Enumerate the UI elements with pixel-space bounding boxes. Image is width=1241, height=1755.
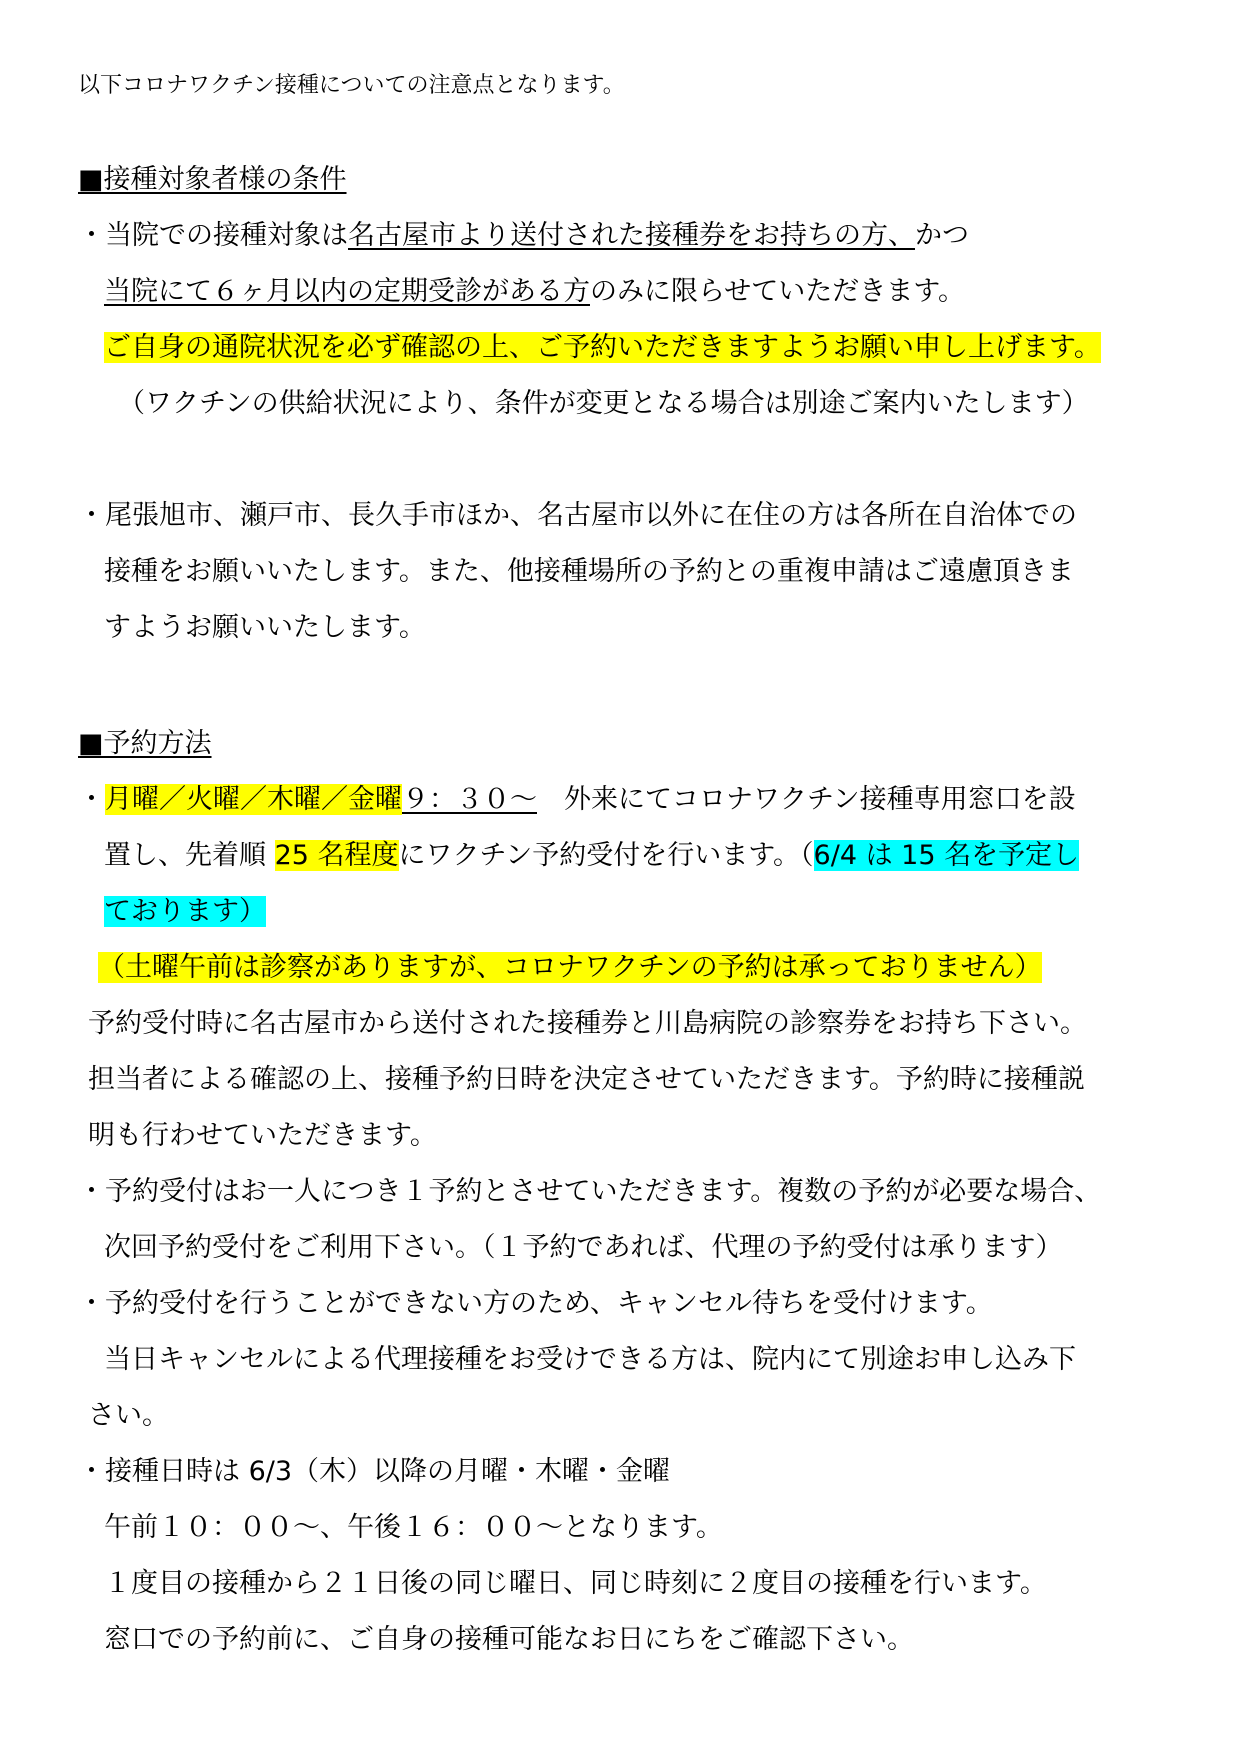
- cancel-line-1: ・予約受付を行うことができない方のため、キャンセル待ちを受付けます。: [78, 1288, 993, 1319]
- one-reservation-line-2: 次回予約受付をご利用下さい。（１予約であれば、代理の予約受付は承ります）: [104, 1232, 1063, 1263]
- schedule-line-1: ・接種日時は 6/3（木）以降の月曜・木曜・金曜: [78, 1456, 671, 1487]
- reservation-line-2: [104, 836, 1079, 876]
- reservation-line-4: [98, 948, 1042, 988]
- eligibility-line-3: [104, 328, 1101, 368]
- highlighted-text: （土曜午前は診察がありますが、コロナワクチンの予約は承っておりません）: [98, 952, 1042, 983]
- residence-line-3: すようお願いいたします。: [104, 612, 426, 643]
- schedule-line-4: 窓口での予約前に、ご自身の接種可能なお日にちをご確認下さい。: [104, 1624, 914, 1655]
- cancel-line-3: さい。: [88, 1400, 169, 1431]
- text-segment: 置し、先着順: [104, 840, 275, 871]
- eligibility-line-4: （ワクチンの供給状況により、条件が変更となる場合は別途ご案内いたします）: [118, 388, 1089, 419]
- one-reservation-line-1: ・予約受付はお一人につき１予約とさせていただきます。複数の予約が必要な場合、: [78, 1176, 1102, 1207]
- highlighted-text: ご自身の通院状況を必ず確認の上、ご予約いただきますようお願い申し上げます。: [104, 332, 1101, 363]
- text-segment: にワクチン予約受付を行います。（: [398, 840, 814, 871]
- bullet: ・: [78, 784, 105, 815]
- cyan-highlighted-text: ております）: [104, 896, 266, 927]
- reservation-line-3: [104, 892, 266, 932]
- text-segment: のみに限らせていただきます。: [590, 276, 966, 307]
- underlined-text: 当院にて６ヶ月以内の定期受診がある方: [104, 276, 590, 307]
- eligibility-line-2: [104, 272, 965, 312]
- highlighted-text: 25 名程度: [274, 840, 399, 871]
- eligibility-line-1: [78, 216, 969, 256]
- highlighted-text: 月曜／火曜／木曜／金曜: [105, 784, 402, 815]
- section-heading-reservation: ■予約方法: [78, 728, 212, 759]
- reservation-line-1: [78, 780, 1076, 820]
- text-segment: かつ: [915, 220, 969, 251]
- text-segment: 外来にてコロナワクチン接種専用窓口を設: [537, 784, 1076, 815]
- schedule-line-3: １度目の接種から２１日後の同じ曜日、同じ時刻に２度目の接種を行います。: [104, 1568, 1047, 1599]
- section-heading-eligibility: ■接種対象者様の条件: [78, 164, 347, 195]
- residence-line-2: 接種をお願いいたします。また、他接種場所の予約との重複申請はご遠慮頂きま: [104, 556, 1074, 587]
- cancel-line-2: 当日キャンセルによる代理接種をお受けできる方は、院内にて別途お申し込み下: [104, 1344, 1076, 1375]
- reservation-line-5: 予約受付時に名古屋市から送付された接種券と川島病院の診察券をお持ち下さい。: [88, 1008, 1087, 1039]
- residence-line-1: ・尾張旭市、瀬戸市、長久手市ほか、名古屋市以外に在住の方は各所在自治体での: [78, 500, 1077, 531]
- text-segment: ・当院での接種対象は: [78, 220, 348, 251]
- schedule-line-2: 午前１０：００～、午後１６：００～となります。: [104, 1512, 723, 1543]
- reservation-line-7: 明も行わせていただきます。: [88, 1120, 437, 1151]
- underlined-text: 名古屋市より送付された接種券をお持ちの方、: [348, 220, 915, 251]
- intro-text: 以下コロナワクチン接種についての注意点となります。: [78, 73, 625, 98]
- cyan-highlighted-text: 6/4 は 15 名を予定し: [813, 840, 1080, 871]
- underlined-text: ９：３０～: [402, 784, 537, 815]
- reservation-line-6: 担当者による確認の上、接種予約日時を決定させていただきます。予約時に接種説: [88, 1064, 1085, 1095]
